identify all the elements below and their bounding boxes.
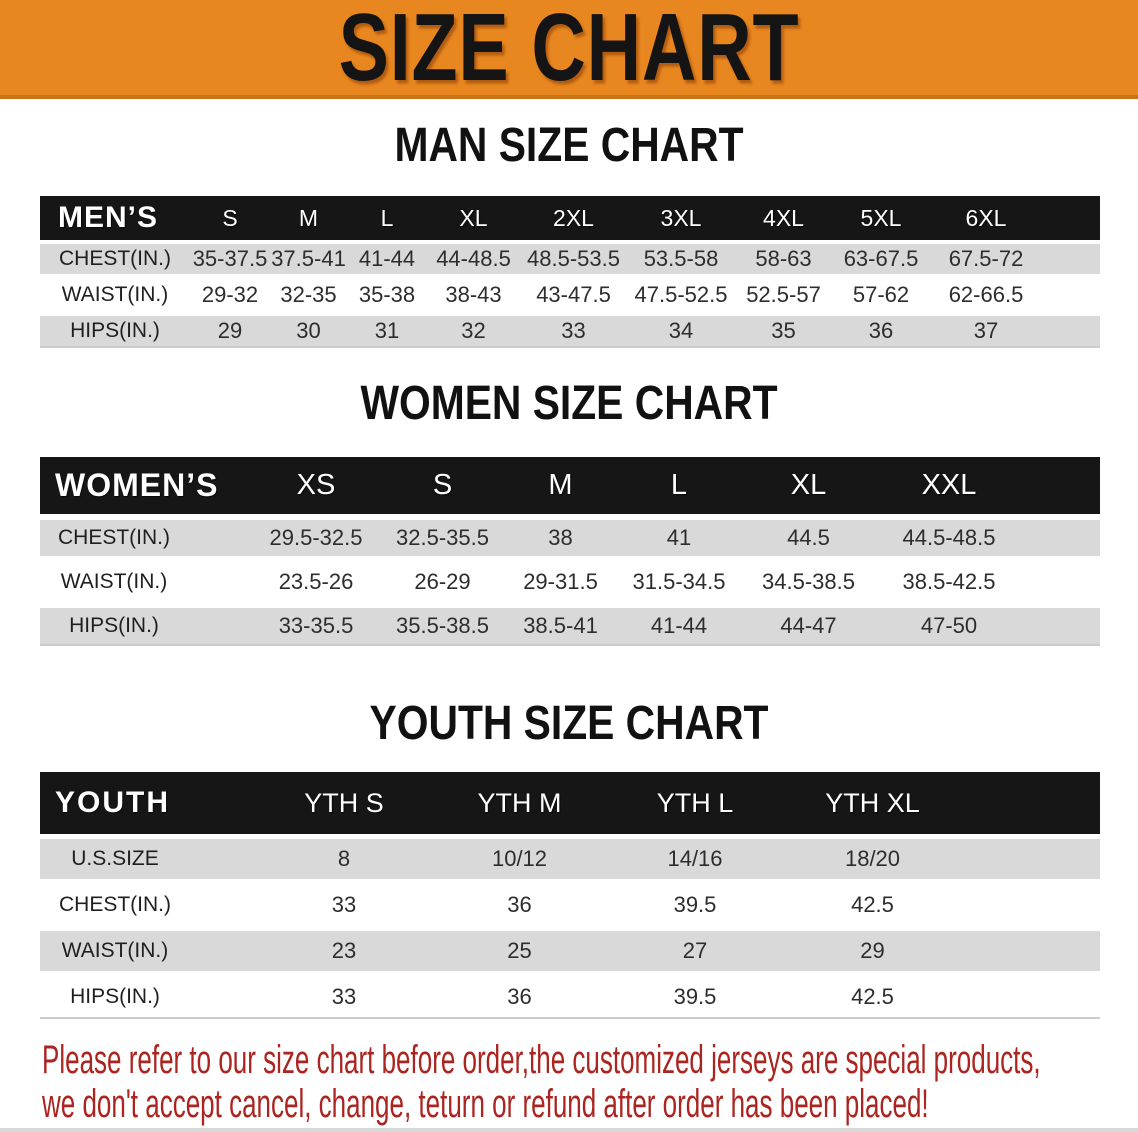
men-size-table [40,196,1100,348]
men-hips-row [40,316,1100,346]
size-header-cell: 3XL [660,204,702,231]
size-header-cell: S [432,469,453,501]
value-cell: 32 [461,318,486,343]
value-cell: 35 [771,318,796,343]
row-label-cell: WAIST(IN.) [61,939,169,962]
youth-header-label: YOUTH [55,786,170,819]
size-header-cell: L [380,204,394,231]
value-cell: 43-47.5 [536,282,611,307]
value-cell: 35.5-38.5 [396,613,489,638]
value-cell: 38-43 [445,282,502,307]
footer-note [42,1038,1138,1126]
value-cell: 36 [868,318,894,343]
value-cell: 33 [331,984,357,1009]
value-cell: 58-63 [755,246,812,271]
value-cell: 57-62 [852,282,910,307]
value-cell: 47.5-52.5 [634,282,728,307]
value-cell: 30 [296,318,321,343]
value-cell: 14/16 [667,846,723,871]
youth-table-header-row [40,772,1100,834]
value-cell: 25 [507,938,532,963]
size-header-cell: XXL [921,469,977,501]
value-cell: 32.5-35.5 [396,525,489,550]
value-cell: 48.5-53.5 [527,246,620,271]
value-cell: 39.5 [673,984,717,1009]
value-cell: 44-48.5 [436,246,511,271]
value-cell: 34 [668,318,694,343]
row-label-cell: WAIST(IN.) [60,570,168,593]
value-cell: 44.5-48.5 [902,525,996,550]
youth-ussize-row [40,839,1100,879]
value-cell: 42.5 [851,892,894,917]
youth-waist-row [40,931,1100,971]
size-header-cell: 5XL [860,204,902,231]
men-waist-row [40,280,1100,310]
women-waist-row [40,564,1100,600]
value-cell: 34.5-38.5 [762,569,855,594]
value-cell: 29 [860,938,885,963]
value-cell: 23 [331,938,357,963]
size-header-cell: 2XL [553,204,594,231]
value-cell: 44.5 [787,525,830,550]
youth-section-heading: YOUTH SIZE CHART [369,697,769,750]
row-label-cell: HIPS(IN.) [70,985,160,1008]
value-cell: 10/12 [491,846,548,871]
value-cell: 23.5-26 [278,569,354,594]
value-cell: 63-67.5 [843,246,919,271]
value-cell: 33 [561,318,586,343]
value-cell: 26-29 [414,569,471,594]
value-cell: 33 [331,892,357,917]
value-cell: 37.5-41 [271,246,346,271]
size-header-cell: YTH XL [825,787,920,818]
value-cell: 36 [507,984,532,1009]
size-header-cell: YTH L [656,787,734,818]
value-cell: 29-31.5 [523,569,598,594]
size-header-cell: YTH S [304,787,384,818]
banner-title: SIZE CHART [338,0,800,101]
women-chest-row [40,520,1100,556]
size-header-cell: M [548,469,573,501]
banner [0,0,1138,99]
size-header-cell: S [222,204,238,231]
value-cell: 35-37.5 [192,246,268,271]
row-label-cell: CHEST(IN.) [59,893,171,916]
value-cell: 41-44 [650,613,708,638]
value-cell: 39.5 [673,892,717,917]
value-cell: 36 [507,892,532,917]
value-cell: 41 [666,525,692,550]
value-cell: 37 [973,318,999,343]
women-hips-row [40,608,1100,644]
footer-line-1: Please refer to our size chart before order,the customized jerseys are special products, [42,1038,1041,1082]
size-header-cell: YTH M [477,787,562,818]
size-header-cell: M [298,204,319,231]
women-header-label: WOMEN’S [55,467,219,503]
value-cell: 35-38 [358,282,416,307]
value-cell: 31.5-34.5 [632,569,726,594]
size-header-cell: 6XL [965,204,1007,231]
value-cell: 44-47 [780,613,837,638]
row-label-cell: WAIST(IN.) [61,283,169,306]
row-label-cell: HIPS(IN.) [70,319,160,342]
women-table-header-row [40,457,1100,514]
row-label-cell: CHEST(IN.) [58,526,170,549]
size-header-cell: XL [459,204,488,231]
value-cell: 31 [374,318,400,343]
value-cell: 62-66.5 [948,282,1024,307]
value-cell: 29-32 [201,282,259,307]
value-cell: 53.5-58 [643,246,719,271]
value-cell: 47-50 [920,613,978,638]
size-header-cell: L [670,469,688,501]
size-header-cell: XL [790,469,827,501]
men-section-heading: MAN SIZE CHART [394,119,744,172]
value-cell: 29.5-32.5 [269,525,363,550]
row-label-cell: HIPS(IN.) [69,614,159,637]
men-header-label: MEN’S [58,201,159,234]
size-header-cell: XS [296,469,336,501]
value-cell: 38.5-41 [523,613,598,638]
women-size-table [40,457,1100,646]
value-cell: 27 [682,938,708,963]
size-header-cell: 4XL [763,204,804,231]
value-cell: 29 [217,318,243,343]
value-cell: 32-35 [280,282,337,307]
men-table-header-row [40,196,1100,240]
youth-chest-row [40,885,1100,925]
youth-size-table [40,772,1100,1019]
value-cell: 38 [548,525,573,550]
value-cell: 42.5 [851,984,894,1009]
row-label-cell: U.S.SIZE [71,847,159,870]
value-cell: 38.5-42.5 [902,569,996,594]
row-label-cell: CHEST(IN.) [59,247,171,270]
value-cell: 8 [337,846,351,871]
footer-line-2: we don't accept cancel, change, teturn or refund after order has been placed! [42,1082,929,1126]
value-cell: 67.5-72 [948,246,1024,271]
value-cell: 18/20 [844,846,901,871]
value-cell: 33-35.5 [278,613,354,638]
men-chest-row [40,244,1100,274]
women-section-heading: WOMEN SIZE CHART [360,377,778,430]
value-cell: 41-44 [358,246,416,271]
value-cell: 52.5-57 [746,282,821,307]
youth-hips-row [40,977,1100,1017]
